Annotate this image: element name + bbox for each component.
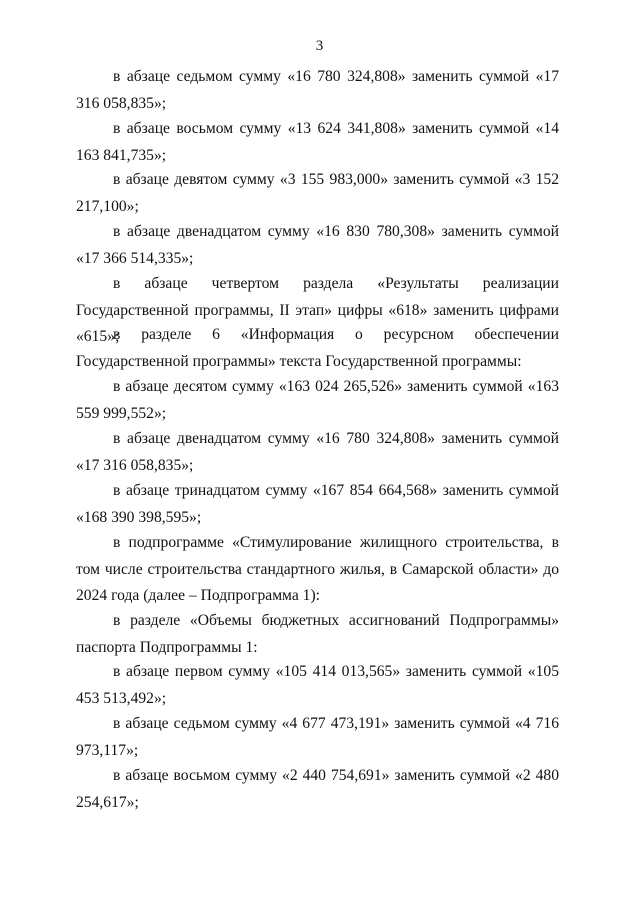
paragraph-4: в абзаце двенадцатом сумму «16 830 780,308» заменить суммой «17 366 514,335»;: [76, 223, 559, 267]
paragraph-3: в абзаце девятом сумму «3 155 983,000» заменить суммой «3 152 217,100»;: [76, 171, 559, 215]
paragraph-12: в абзаце первом сумму «105 414 013,565» заменить суммой «105 453 513,492»;: [76, 663, 559, 707]
paragraph-11: в разделе «Объемы бюджетных ассигнований Подпрограммы» паспорта Подпрограммы 1:: [76, 612, 559, 656]
paragraph-7: в абзаце десятом сумму «163 024 265,526» заменить суммой «163 559 999,552»;: [76, 378, 559, 422]
paragraph-14: в абзаце восьмом сумму «2 440 754,691» заменить суммой «2 480 254,617»;: [76, 767, 559, 811]
paragraph-10: в подпрограмме «Стимулирование жилищного строительства, в том числе строительства стандартного жилья, в Самарской области» до 2024 года (далее – Подпрограмма 1):: [76, 534, 559, 604]
page-number: 3: [315, 38, 324, 54]
paragraph-9: в абзаце тринадцатом сумму «167 854 664,568» заменить суммой «168 390 398,595»;: [76, 482, 559, 526]
paragraph-1: в абзаце седьмом сумму «16 780 324,808» заменить суммой «17 316 058,835»;: [76, 68, 559, 112]
paragraph-13: в абзаце седьмом сумму «4 677 473,191» заменить суммой «4 716 973,117»;: [76, 715, 559, 759]
paragraph-5: в абзаце четвертом раздела «Результаты реализации Государственной программы, II этап» цифры «618» заменить цифрами «615»;: [76, 275, 559, 345]
paragraph-8: в абзаце двенадцатом сумму «16 780 324,808» заменить суммой «17 316 058,835»;: [76, 430, 559, 474]
paragraph-6: в разделе 6 «Информация о ресурсном обеспечении Государственной программы» текста Государственной программы:: [76, 326, 559, 370]
paragraph-2: в абзаце восьмом сумму «13 624 341,808» заменить суммой «14 163 841,735»;: [76, 120, 559, 164]
